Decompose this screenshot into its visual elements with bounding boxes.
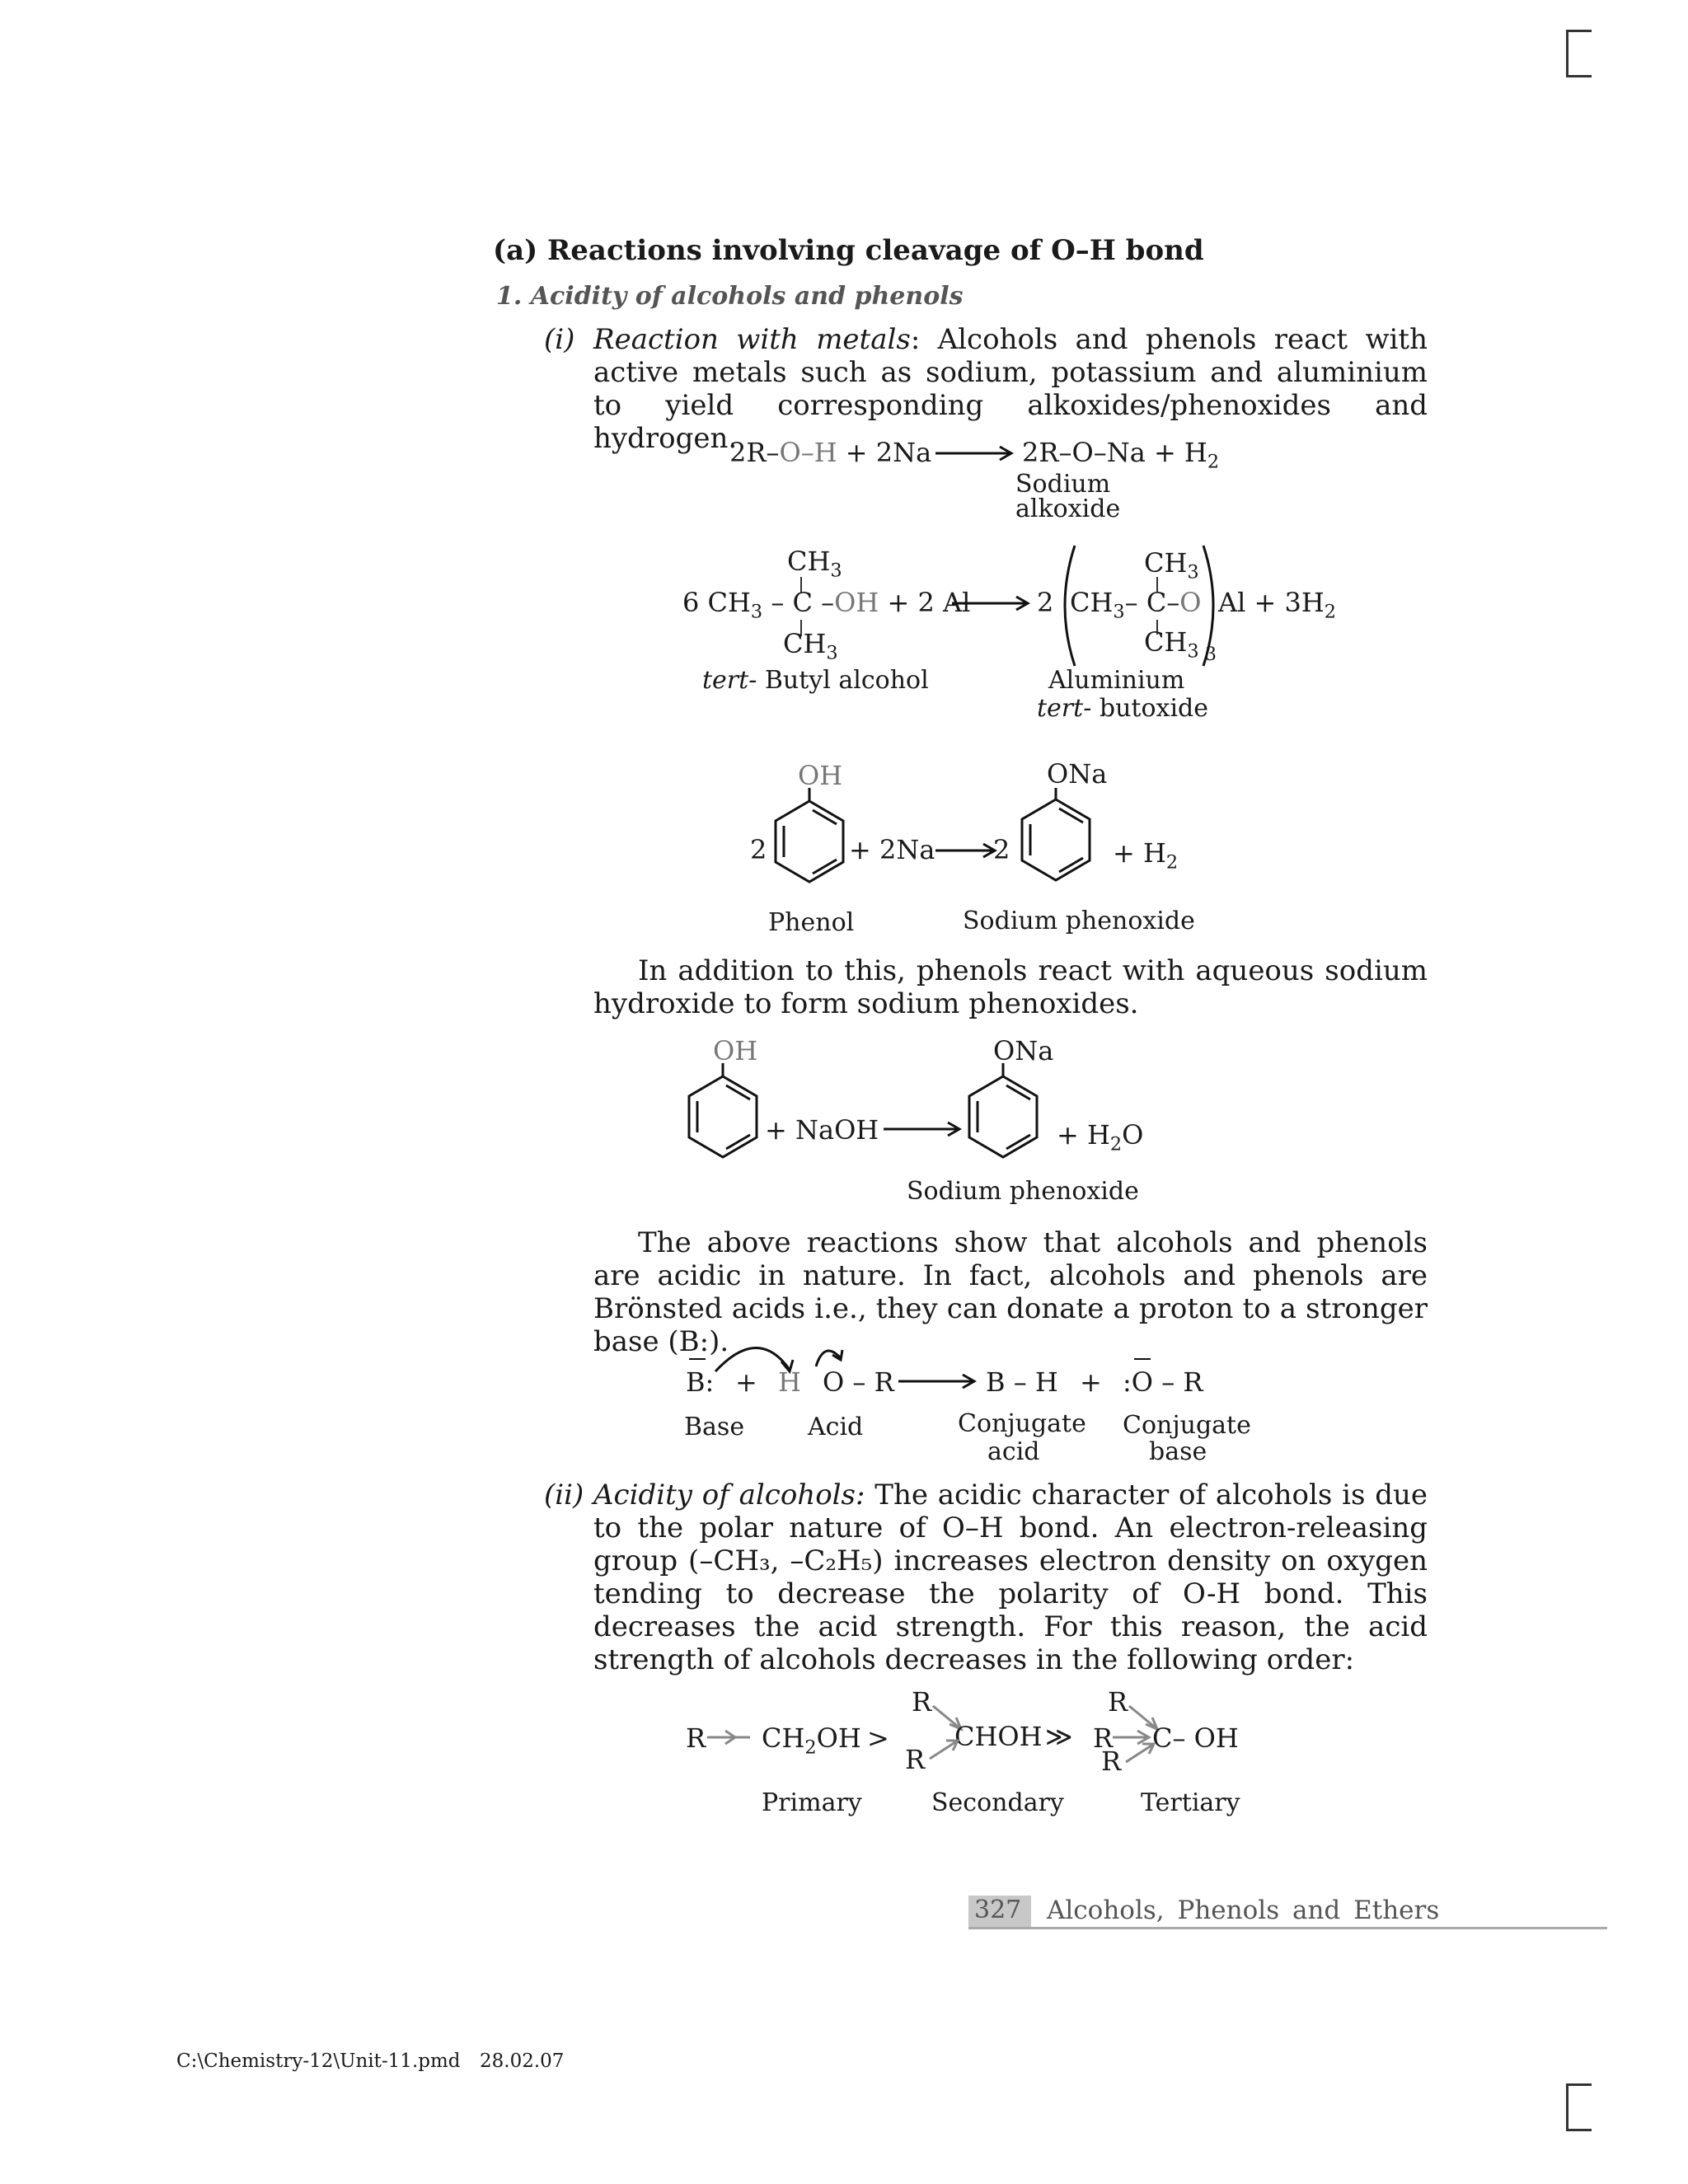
eq2-reactant: 6 $CH_3$ – C –OH + 2 Al	[682, 587, 971, 623]
eq5-label-conj-base-1: Conjugate	[1123, 1411, 1251, 1440]
eq3-ona-label: ONa	[1047, 758, 1108, 790]
eq3-arrow	[935, 842, 1001, 859]
eq2-product-top-ch3: $CH_3$	[1144, 547, 1199, 583]
eq5-arrow	[898, 1373, 981, 1390]
eq6-tertiary: C– OH	[1152, 1722, 1239, 1754]
eq6-r-tertiary-top: R	[1108, 1686, 1128, 1718]
eq4-phenoxide-ring	[966, 1073, 1040, 1164]
eq4-label: Sodium phenoxide	[907, 1177, 1139, 1206]
eq4-arrow	[884, 1121, 966, 1137]
run-in-heading: Reaction with metals	[593, 323, 911, 356]
eq6-r-tertiary-bottom: R	[1101, 1746, 1122, 1777]
eq3-coef-left: 2	[750, 834, 767, 865]
eq5-label-conj-base-2: base	[1149, 1437, 1207, 1466]
eq2-product-coef: 2	[1037, 587, 1054, 618]
eq5-label-base: Base	[684, 1413, 745, 1441]
eq2-top-ch3: $CH_3$	[787, 546, 842, 582]
eq3-label-phenol: Phenol	[768, 908, 855, 937]
paragraph-text: : Alcohols and phenols react with active metals such as sodium, potassium and aluminium to yield corresponding alkoxides/phenoxides and hydrogen.	[593, 323, 1428, 455]
eq6-r-primary: R	[686, 1722, 706, 1754]
eq6-r-tertiary-mid: R	[1093, 1722, 1114, 1754]
crop-mark-bottom	[1566, 2083, 1592, 2131]
eq4-product: + $H_2O$	[1057, 1119, 1144, 1155]
eq2-arrow	[952, 595, 1034, 612]
eq4-reagent: + NaOH	[765, 1114, 879, 1146]
eq1-arrow	[935, 445, 1018, 462]
subsection-heading: 1. Acidity of alcohols and phenols	[496, 282, 964, 311]
file-path: C:\Chemistry-12\Unit-11.pmd	[176, 2050, 461, 2072]
run-in-heading: Acidity of alcohols:	[593, 1479, 865, 1511]
eq2-product-inner: $CH_3-$ C–O	[1070, 587, 1202, 623]
eq1-label-line1: Sodium	[1015, 470, 1111, 499]
section-heading: (a) Reactions involving cleavage of O–H bond	[493, 234, 1204, 267]
eq3-coef-right: 2	[993, 834, 1010, 865]
eq2-right-label-line1: Aluminium	[1048, 666, 1185, 695]
eq3-phenol-ring	[772, 798, 846, 888]
paragraph-addition: In addition to this, phenols react with aqueous sodium hydroxide to form sodium phenoxides.	[593, 954, 1428, 1020]
page-number: 327	[974, 1896, 1022, 1924]
eq2-paren-subscript: 3	[1205, 644, 1217, 665]
eq5-plus1: +	[735, 1366, 757, 1398]
eq3-phenoxide-ring	[1019, 796, 1093, 887]
eq6-arrow-tertiary-bottom	[1124, 1741, 1157, 1765]
eq2-right-label-line2: tert- butoxide	[1037, 694, 1208, 723]
eq2-left-label: tert- Butyl alcohol	[702, 666, 929, 695]
crop-mark-top	[1566, 30, 1592, 77]
eq5-plus2: +	[1080, 1366, 1102, 1398]
eq6-arrow-primary	[707, 1729, 757, 1746]
eq6-secondary: CHOH	[954, 1721, 1043, 1752]
eq2-bottom-ch3: $CH_3$	[783, 628, 838, 664]
eq6-label-secondary: Secondary	[931, 1788, 1064, 1817]
eq6-gt1: >	[867, 1722, 889, 1754]
paragraph-acidity-of-alcohols	[544, 1479, 1428, 1676]
item-marker: (i)	[544, 323, 575, 356]
paragraph-acidic: The above reactions show that alcohols and phenols are acidic in nature. In fact, alcohols and phenols are Brönsted acids i.e., they can donate a proton to a stronger base (B:).	[593, 1226, 1428, 1358]
eq5-base: B:	[686, 1366, 715, 1398]
eq3-product: + $H_2$	[1113, 837, 1179, 874]
eq5-label-conj-acid-1: Conjugate	[958, 1409, 1086, 1438]
eq2-product-tail: $Al + 3H_2$	[1218, 587, 1337, 623]
eq6-r-secondary-top: R	[912, 1686, 932, 1718]
eq3-oh-label: OH	[798, 760, 843, 791]
item-marker: (ii)	[544, 1479, 584, 1511]
eq6-r-secondary-bottom: R	[905, 1744, 926, 1775]
eq5-bh: B – H	[986, 1366, 1058, 1398]
paragraph-text: The acidic character of alcohols is due to the polar nature of O–H bond. An electron-releasing group (–CH₃, –C₂H₅) increases electron density on oxygen tending to decrease the polarity of O-H bond. This decreases the acid strength. For this reason, the acid strength of alcohols decreases in the following order:	[593, 1479, 1428, 1676]
eq1-label-line2: alkoxide	[1015, 494, 1121, 523]
eq5-h: H	[778, 1366, 801, 1398]
paragraph-reaction-with-metals	[544, 323, 1428, 455]
eq5-oxide-charge	[1134, 1357, 1151, 1361]
eq5-label-conj-acid-2: acid	[987, 1437, 1040, 1466]
eq6-label-primary: Primary	[762, 1788, 862, 1817]
eq5-or: O – R	[823, 1366, 894, 1398]
eq1-reactant: 2R–O–H + 2Na	[729, 437, 932, 468]
footer-rule	[968, 1927, 1607, 1929]
eq5-oxide: :O – R	[1123, 1366, 1203, 1398]
eq6-gt2: ≫	[1045, 1721, 1073, 1752]
eq1-product: $2R-O-Na + H_2$	[1022, 437, 1220, 473]
eq6-label-tertiary: Tertiary	[1141, 1788, 1240, 1817]
eq2-product-bottom-ch3: $CH_3$	[1144, 626, 1199, 663]
eq4-phenol-ring	[686, 1073, 760, 1164]
eq4-oh-label: OH	[713, 1035, 758, 1066]
eq3-label-phenoxide: Sodium phenoxide	[963, 907, 1195, 935]
eq6-arrow-secondary-bottom	[928, 1737, 961, 1762]
file-date: 28.02.07	[480, 2050, 565, 2072]
running-footer-title: Alcohols, Phenols and Ethers	[1047, 1896, 1440, 1925]
eq5-base-charge	[689, 1357, 706, 1361]
eq3-reagent: + 2Na	[849, 834, 935, 865]
eq5-label-acid: Acid	[808, 1413, 864, 1441]
eq4-ona-label: ONa	[993, 1035, 1054, 1066]
eq6-primary: $CH_2OH$	[762, 1722, 861, 1759]
